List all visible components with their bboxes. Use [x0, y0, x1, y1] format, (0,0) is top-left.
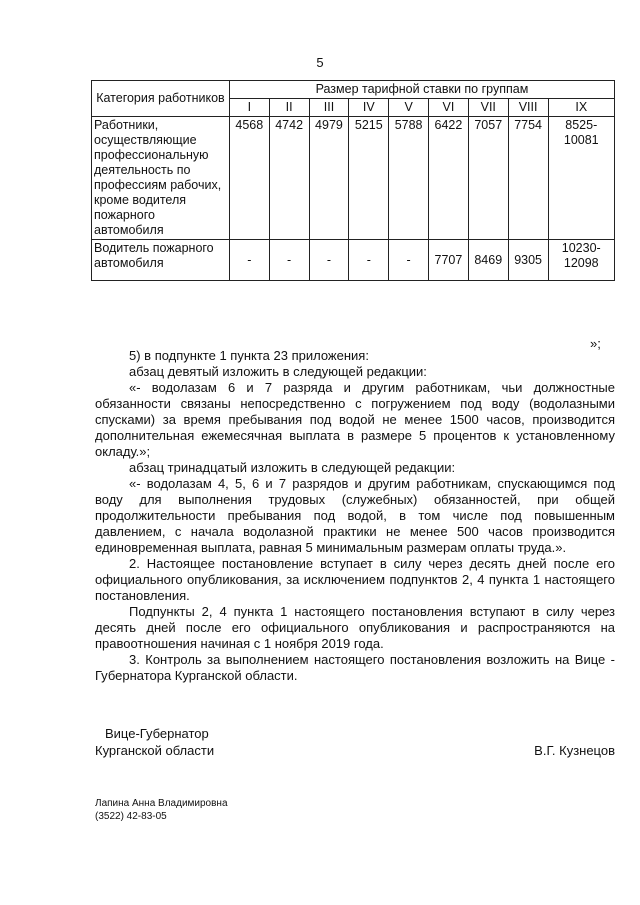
table-cell: 7057 — [468, 117, 508, 240]
table-cell: 4742 — [269, 117, 309, 240]
table-cell: - — [269, 240, 309, 281]
signatory-name: В.Г. Кузнецов — [534, 743, 615, 758]
group-header: III — [309, 99, 349, 117]
row-label: Работники, осуществляющие профессиональную деятельность по профессиям рабочих, кроме водителя пожарного автомобиля — [92, 117, 230, 240]
page-number: 5 — [316, 55, 324, 70]
paragraph: 5) в подпункте 1 пункта 23 приложения: — [129, 348, 369, 363]
table-cell: - — [349, 240, 389, 281]
paragraph: абзац тринадцатый изложить в следующей редакции: — [129, 460, 456, 475]
paragraph: «- водолазам 4, 5, 6 и 7 разрядов и другим работникам, спускающимся под воду для выполнения трудовых (служебных) обязанностей, при общей продолжительности пребывания под водой, в том числе под повышенным давлением, с начала водолазной практики не менее 500 часов производится единовременная выплата, равная 5 минимальным размерам оплаты труда.». — [95, 476, 615, 555]
signature-block — [95, 725, 615, 759]
closing-quote: »; — [590, 336, 601, 351]
table-cell: 4979 — [309, 117, 349, 240]
table-cell: 9305 — [508, 240, 548, 281]
table-cell: - — [309, 240, 349, 281]
table-cell: 8469 — [468, 240, 508, 281]
header-category: Категория работников — [92, 81, 230, 117]
document-body — [95, 348, 615, 684]
group-header: VIII — [508, 99, 548, 117]
paragraph: абзац девятый изложить в следующей редакции: — [129, 364, 427, 379]
group-header: IX — [548, 99, 614, 117]
contact-block — [95, 797, 228, 823]
table-cell: 8525-10081 — [548, 117, 614, 240]
table-header-row — [92, 81, 615, 99]
group-header: I — [229, 99, 269, 117]
paragraph: 3. Контроль за выполнением настоящего постановления возложить на Вице - Губернатора Курганской области. — [95, 652, 615, 683]
group-header: VII — [468, 99, 508, 117]
table-cell: 7707 — [429, 240, 469, 281]
table-row — [92, 117, 615, 240]
table-cell: 7754 — [508, 117, 548, 240]
header-rate: Размер тарифной ставки по группам — [229, 81, 614, 99]
paragraph: 2. Настоящее постановление вступает в силу через десять дней после его официального опубликования, за исключением подпунктов 2, 4 пункта 1 настоящего постановления. — [95, 556, 615, 603]
signatory-title-line1: Вице-Губернатор — [105, 726, 209, 741]
table-cell: 6422 — [429, 117, 469, 240]
group-header: II — [269, 99, 309, 117]
group-header: VI — [429, 99, 469, 117]
table-cell: 4568 — [229, 117, 269, 240]
tariff-table — [91, 80, 615, 281]
table-cell: 5215 — [349, 117, 389, 240]
paragraph: Подпункты 2, 4 пункта 1 настоящего постановления вступают в силу через десять дней после его официального опубликования и распространяются на правоотношения начиная с 1 ноября 2019 года. — [95, 604, 615, 651]
contact-name: Лапина Анна Владимировна — [95, 798, 228, 809]
group-header: IV — [349, 99, 389, 117]
table-cell: - — [229, 240, 269, 281]
table-row — [92, 240, 615, 281]
group-header: V — [389, 99, 429, 117]
table-cell: - — [389, 240, 429, 281]
signatory-title-line2: Курганской области — [95, 743, 215, 758]
row-label: Водитель пожарного автомобиля — [92, 240, 230, 281]
table-cell: 5788 — [389, 117, 429, 240]
contact-phone: (3522) 42-83-05 — [95, 811, 167, 822]
table-cell: 10230-12098 — [548, 240, 614, 281]
paragraph: «- водолазам 6 и 7 разряда и другим работникам, чьи должностные обязанности связаны непосредственно с погружением под воду (водолазными спусками) за время пребывания под водой не менее 1500 часов, производится дополнительная ежемесячная выплата в размере 5 процентов к установленному окладу.»; — [95, 380, 615, 459]
